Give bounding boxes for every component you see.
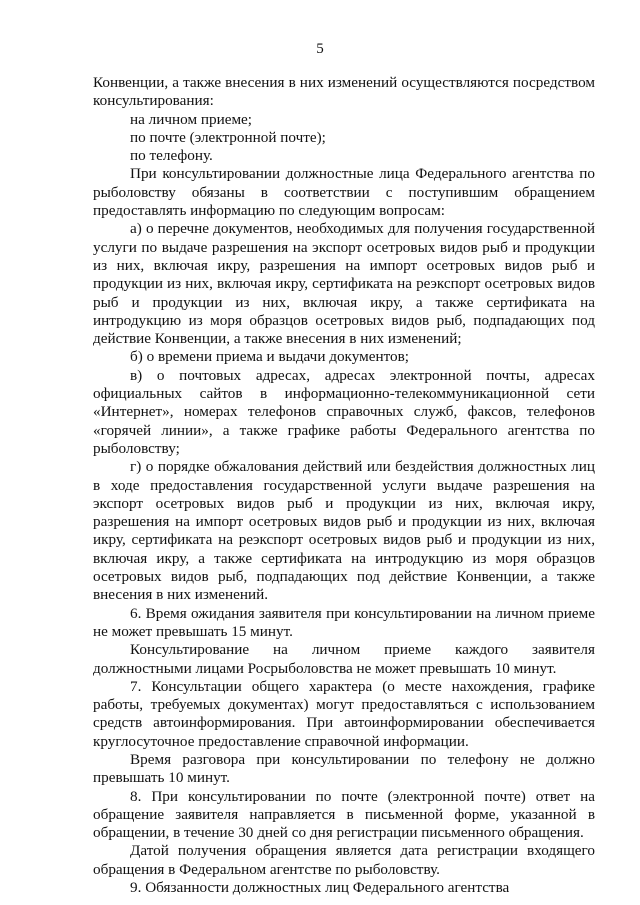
paragraph-item-v: в) о почтовых адресах, адресах электронной почты, адресах официальных сайтов в информационно-телекоммуникационной сети «Интернет», номерах телефонов справочных служб, факсов, телефонов «горячей линии», а также графике работы Федерального агентства по рыболовству; [93, 366, 595, 457]
paragraph-clause-6-consulting: Консультирование на личном приеме каждого заявителя должностными лицами Росрыболовства не может превышать 10 минут. [93, 641, 595, 677]
document-body [93, 74, 595, 897]
paragraph-clause-8: 8. При консультировании по почте (электронной почте) ответ на обращение заявителя направляется в письменной форме, указанной в обращении, в течение 30 дней со дня регистрации письменного обращения. [93, 787, 595, 842]
paragraph-item-g: г) о порядке обжалования действий или бездействия должностных лиц в ходе предоставления государственной услуги выдаче разрешения на экспорт осетровых видов рыб и продукции из них, включая икру, разрешения на импорт осетровых видов рыб и продукции из них, включая икру, сертификата на реэкспорт осетровых видов рыб и продукции из них, включая икру, а также сертификата на интродукцию из моря образцов осетровых видов рыб, подпадающих под действие Конвенции, а также внесения в них изменений. [93, 458, 595, 604]
paragraph-continuation: Конвенции, а также внесения в них изменений осуществляются посредством консультирования: [93, 74, 595, 110]
list-item-mail: по почте (электронной почте); [130, 128, 326, 146]
paragraph-clause-6: 6. Время ожидания заявителя при консультировании на личном приеме не может превышать 15 минут. [93, 604, 595, 640]
list-item-in-person: на личном приеме; [130, 110, 253, 128]
page-number: 5 [316, 41, 324, 57]
paragraph-clause-8-date: Датой получения обращения является дата регистрации входящего обращения в Федеральном агентстве по рыболовству. [93, 842, 595, 878]
paragraph-clause-7-phone: Время разговора при консультировании по телефону не должно превышать 10 минут. [93, 750, 595, 787]
paragraph-clause-9: 9. Обязанности должностных лиц Федерального агентства [130, 879, 510, 897]
paragraph-clause-7: 7. Консультации общего характера (о месте нахождения, графике работы, требуемых документах) могут предоставляться с использованием средств автоинформирования. При автоинформировании обеспечивается круглосуточное предоставление справочной информации. [93, 677, 595, 750]
paragraph-item-a: а) о перечне документов, необходимых для получения государственной услуги по выдаче разрешения на экспорт осетровых видов рыб и продукции из них, включая икру, разрешения на импорт осетровых видов рыб и продукции из них, включая икру, сертификата на реэкспорт осетровых видов рыб и продукции из них, включая икру, а также сертификата на интродукцию из моря образцов осетровых видов рыб, подпадающих под действие Конвенции, а также внесения в них изменений; [93, 220, 595, 348]
paragraph-item-b: б) о времени приема и выдачи документов; [130, 348, 410, 366]
list-item-phone: по телефону. [130, 147, 213, 165]
paragraph-consulting-topics: При консультировании должностные лица Федерального агентства по рыболовству обязаны в соответствии с поступившим обращением предоставлять информацию по следующим вопросам: [93, 165, 595, 220]
